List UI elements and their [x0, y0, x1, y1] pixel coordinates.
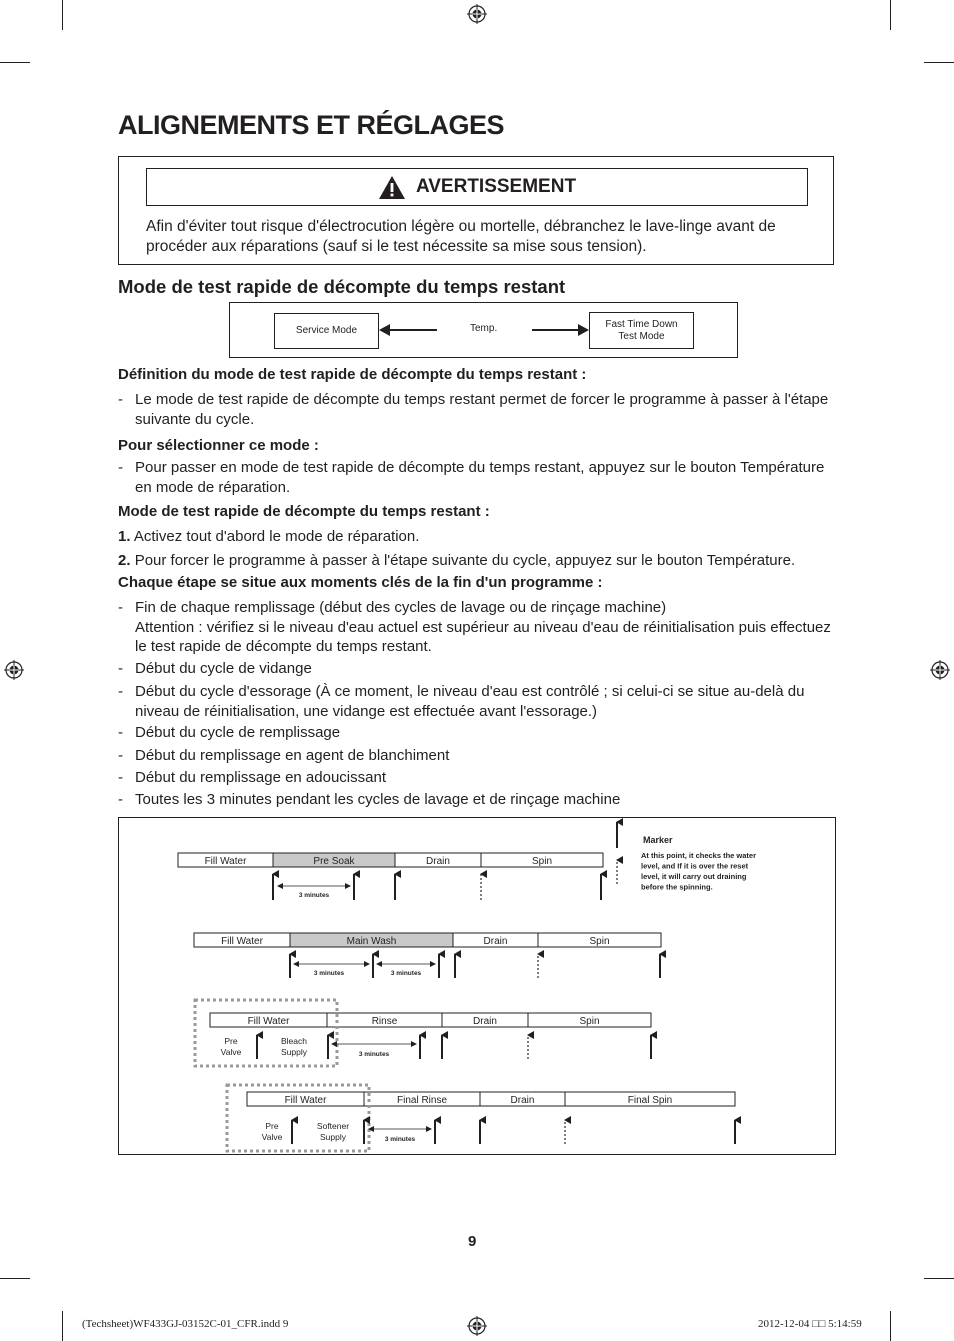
fast-time-down-label: Fast Time Down Test Mode	[605, 318, 678, 342]
list-item: - Début du remplissage en agent de blanchiment	[118, 746, 838, 766]
list-item-note: Attention : vérifiez si le niveau d'eau actuel est supérieur au niveau d'eau de réinitialisation puis effectuez le test rapide de décompte du temps restant.	[135, 618, 831, 655]
step-text: Pour forcer le programme à passer à l'étape suivante du cycle, appuyez sur le bouton Température.	[134, 552, 796, 569]
registration-mark-icon	[4, 660, 24, 680]
interval-arrow-left-icon	[293, 961, 299, 967]
three-minutes-label: 3 minutes	[313, 970, 345, 977]
step-text: Activez tout d'abord le mode de réparation.	[133, 528, 420, 545]
three-minutes-label: 3 minutes	[390, 970, 422, 977]
list-item: - Début du remplissage en adoucissant	[118, 768, 838, 788]
cycle-segment-label: Final Spin	[627, 1095, 673, 1106]
list-item-text: Début du remplissage en agent de blanchiment	[135, 747, 450, 764]
cycle-segment-label: Fill Water	[221, 936, 263, 947]
footer-file: (Techsheet)WF433GJ-03152C-01_CFR.indd 9	[82, 1318, 289, 1330]
list-item-text: Début du remplissage en adoucissant	[135, 769, 386, 786]
cycle-segment-label: Spin	[531, 856, 553, 867]
interval-arrow-left-icon	[331, 1041, 337, 1047]
list-item-text: Début du cycle de vidange	[135, 660, 312, 677]
supply-label: Valve	[220, 1047, 242, 1057]
step-item	[118, 551, 838, 571]
crop-mark	[0, 1278, 30, 1279]
cycle-segment-label: Fill Water	[204, 856, 247, 867]
marker-title: Marker	[643, 835, 673, 845]
registration-mark-icon	[467, 4, 487, 24]
list-item: - Toutes les 3 minutes pendant les cycles de lavage et de rinçage machine	[118, 790, 838, 810]
interval-arrow-left-icon	[376, 961, 382, 967]
cycle-timing-diagram	[118, 817, 836, 1155]
cycle-segment-label: Drain	[510, 1095, 535, 1106]
warning-heading	[146, 168, 808, 206]
arrow-left-icon	[379, 323, 439, 337]
supply-label: Supply	[320, 1132, 346, 1142]
timing-diagram-svg	[119, 818, 835, 1154]
step-number: 1.	[118, 528, 131, 545]
fast-time-down-box	[589, 312, 694, 349]
list-item: - Début du cycle de remplissage	[118, 723, 838, 743]
list-item: - Début du cycle de vidange	[118, 659, 838, 679]
crop-mark	[924, 1278, 954, 1279]
list-item-text: Début du cycle d'essorage (À ce moment, le niveau d'eau est contrôlé ; si celui-ci se situe au-delà du niveau de réinitialisation, une vidange est effectuée avant l'essorage.)	[135, 683, 805, 720]
crop-mark	[890, 1311, 891, 1341]
warning-box	[118, 156, 834, 265]
warning-text: Afin d'éviter tout risque d'électrocution légère ou mortelle, débranchez le lave-linge avant de procéder aux réparations (sauf si le test nécessite sa mise sous tension).	[146, 218, 776, 255]
list-item-text: Fin de chaque remplissage (début des cycles de lavage ou de rinçage machine)	[135, 599, 667, 616]
definition-heading: Définition du mode de test rapide de décompte du temps restant :	[118, 366, 587, 383]
supply-label: Pre	[224, 1036, 238, 1046]
supply-label: Softener	[316, 1121, 350, 1131]
list-item: - Fin de chaque remplissage (début des cycles de lavage ou de rinçage machine) Attention : vérifiez si le niveau d'eau actuel est supérieur au niveau d'eau de réinitialisation puis effectuez le test rapide de décompte du temps restant.	[118, 598, 838, 657]
marker-description: level, it will carry out draining	[641, 872, 747, 881]
supply-label: Supply	[281, 1047, 307, 1057]
interval-arrow-right-icon	[364, 961, 370, 967]
cycle-segment-label: Drain	[426, 856, 450, 867]
supply-label: Bleach	[281, 1036, 307, 1046]
interval-arrow-right-icon	[426, 1126, 432, 1132]
step-number: 2.	[118, 552, 131, 569]
registration-mark-icon	[930, 660, 950, 680]
list-item: - Le mode de test rapide de décompte du temps restant permet de forcer le programme à passer à l'étape suivante du cycle.	[118, 390, 838, 429]
supply-label: Pre	[265, 1121, 279, 1131]
page-title: ALIGNEMENTS ET RÉGLAGES	[118, 110, 505, 140]
footer-timestamp: 2012-12-04 □□ 5:14:59	[758, 1318, 862, 1330]
cycle-segment-label: Fill Water	[284, 1095, 327, 1106]
cycle-segment-label: Final Rinse	[396, 1095, 448, 1106]
interval-arrow-left-icon	[277, 883, 283, 889]
keypoints-heading: Chaque étape se situe aux moments clés de la fin d'un programme :	[118, 574, 603, 591]
list-item-text: Début du cycle de remplissage	[135, 724, 341, 741]
list-item: - Début du cycle d'essorage (À ce moment, le niveau d'eau est contrôlé ; si celui-ci se situe au-delà du niveau de réinitialisation, une vidange est effectuée avant l'essorage.)	[118, 682, 838, 721]
service-mode-box: Service Mode	[274, 313, 379, 349]
step-item	[118, 527, 838, 547]
marker-description: level, and If it is over the reset	[641, 861, 749, 871]
list-item-text: Le mode de test rapide de décompte du temps restant permet de forcer le programme à passer à l'étape suivante du cycle.	[135, 391, 829, 428]
pre-valve-group-box	[195, 1000, 337, 1066]
interval-arrow-right-icon	[411, 1041, 417, 1047]
section-title: Mode de test rapide de décompte du temps restant	[118, 276, 566, 297]
list-item-text: Pour passer en mode de test rapide de décompte du temps restant, appuyez sur le bouton Température en mode de réparation.	[135, 459, 825, 496]
three-minutes-label: 3 minutes	[358, 1051, 390, 1058]
cycle-segment-label: Pre Soak	[313, 856, 355, 867]
arrow-right-icon	[532, 323, 590, 337]
marker-description: At this point, it checks the water	[641, 851, 757, 860]
registration-mark-icon	[467, 1316, 487, 1336]
cycle-segment-label: Main Wash	[346, 936, 397, 947]
cycle-segment-label: Spin	[589, 936, 610, 947]
select-heading: Pour sélectionner ce mode :	[118, 437, 319, 454]
mode-heading: Mode de test rapide de décompte du temps restant :	[118, 503, 490, 520]
crop-mark	[924, 62, 954, 63]
mode-flow-diagram	[229, 302, 738, 358]
interval-arrow-right-icon	[430, 961, 436, 967]
crop-mark	[62, 0, 63, 30]
three-minutes-label: 3 minutes	[298, 892, 330, 899]
cycle-segment-label: Drain	[473, 1016, 497, 1027]
cycle-segment-label: Fill Water	[247, 1016, 290, 1027]
cycle-segment-label: Spin	[579, 1016, 600, 1027]
crop-mark	[890, 0, 891, 30]
temp-label: Temp.	[470, 323, 498, 334]
warning-heading-label: AVERTISSEMENT	[415, 176, 577, 197]
warning-triangle-icon	[378, 175, 406, 200]
three-minutes-label: 3 minutes	[384, 1136, 416, 1143]
interval-arrow-right-icon	[345, 883, 351, 889]
cycle-segment-label: Rinse	[371, 1016, 398, 1027]
marker-description: before the spinning.	[641, 882, 713, 892]
crop-mark	[0, 62, 30, 63]
list-item-text: Toutes les 3 minutes pendant les cycles de lavage et de rinçage machine	[135, 791, 621, 808]
cycle-segment-label: Drain	[483, 936, 508, 947]
page-number: 9	[468, 1233, 477, 1250]
supply-label: Valve	[261, 1132, 283, 1142]
list-item: - Pour passer en mode de test rapide de décompte du temps restant, appuyez sur le bouton Température en mode de réparation.	[118, 458, 838, 497]
crop-mark	[62, 1311, 63, 1341]
